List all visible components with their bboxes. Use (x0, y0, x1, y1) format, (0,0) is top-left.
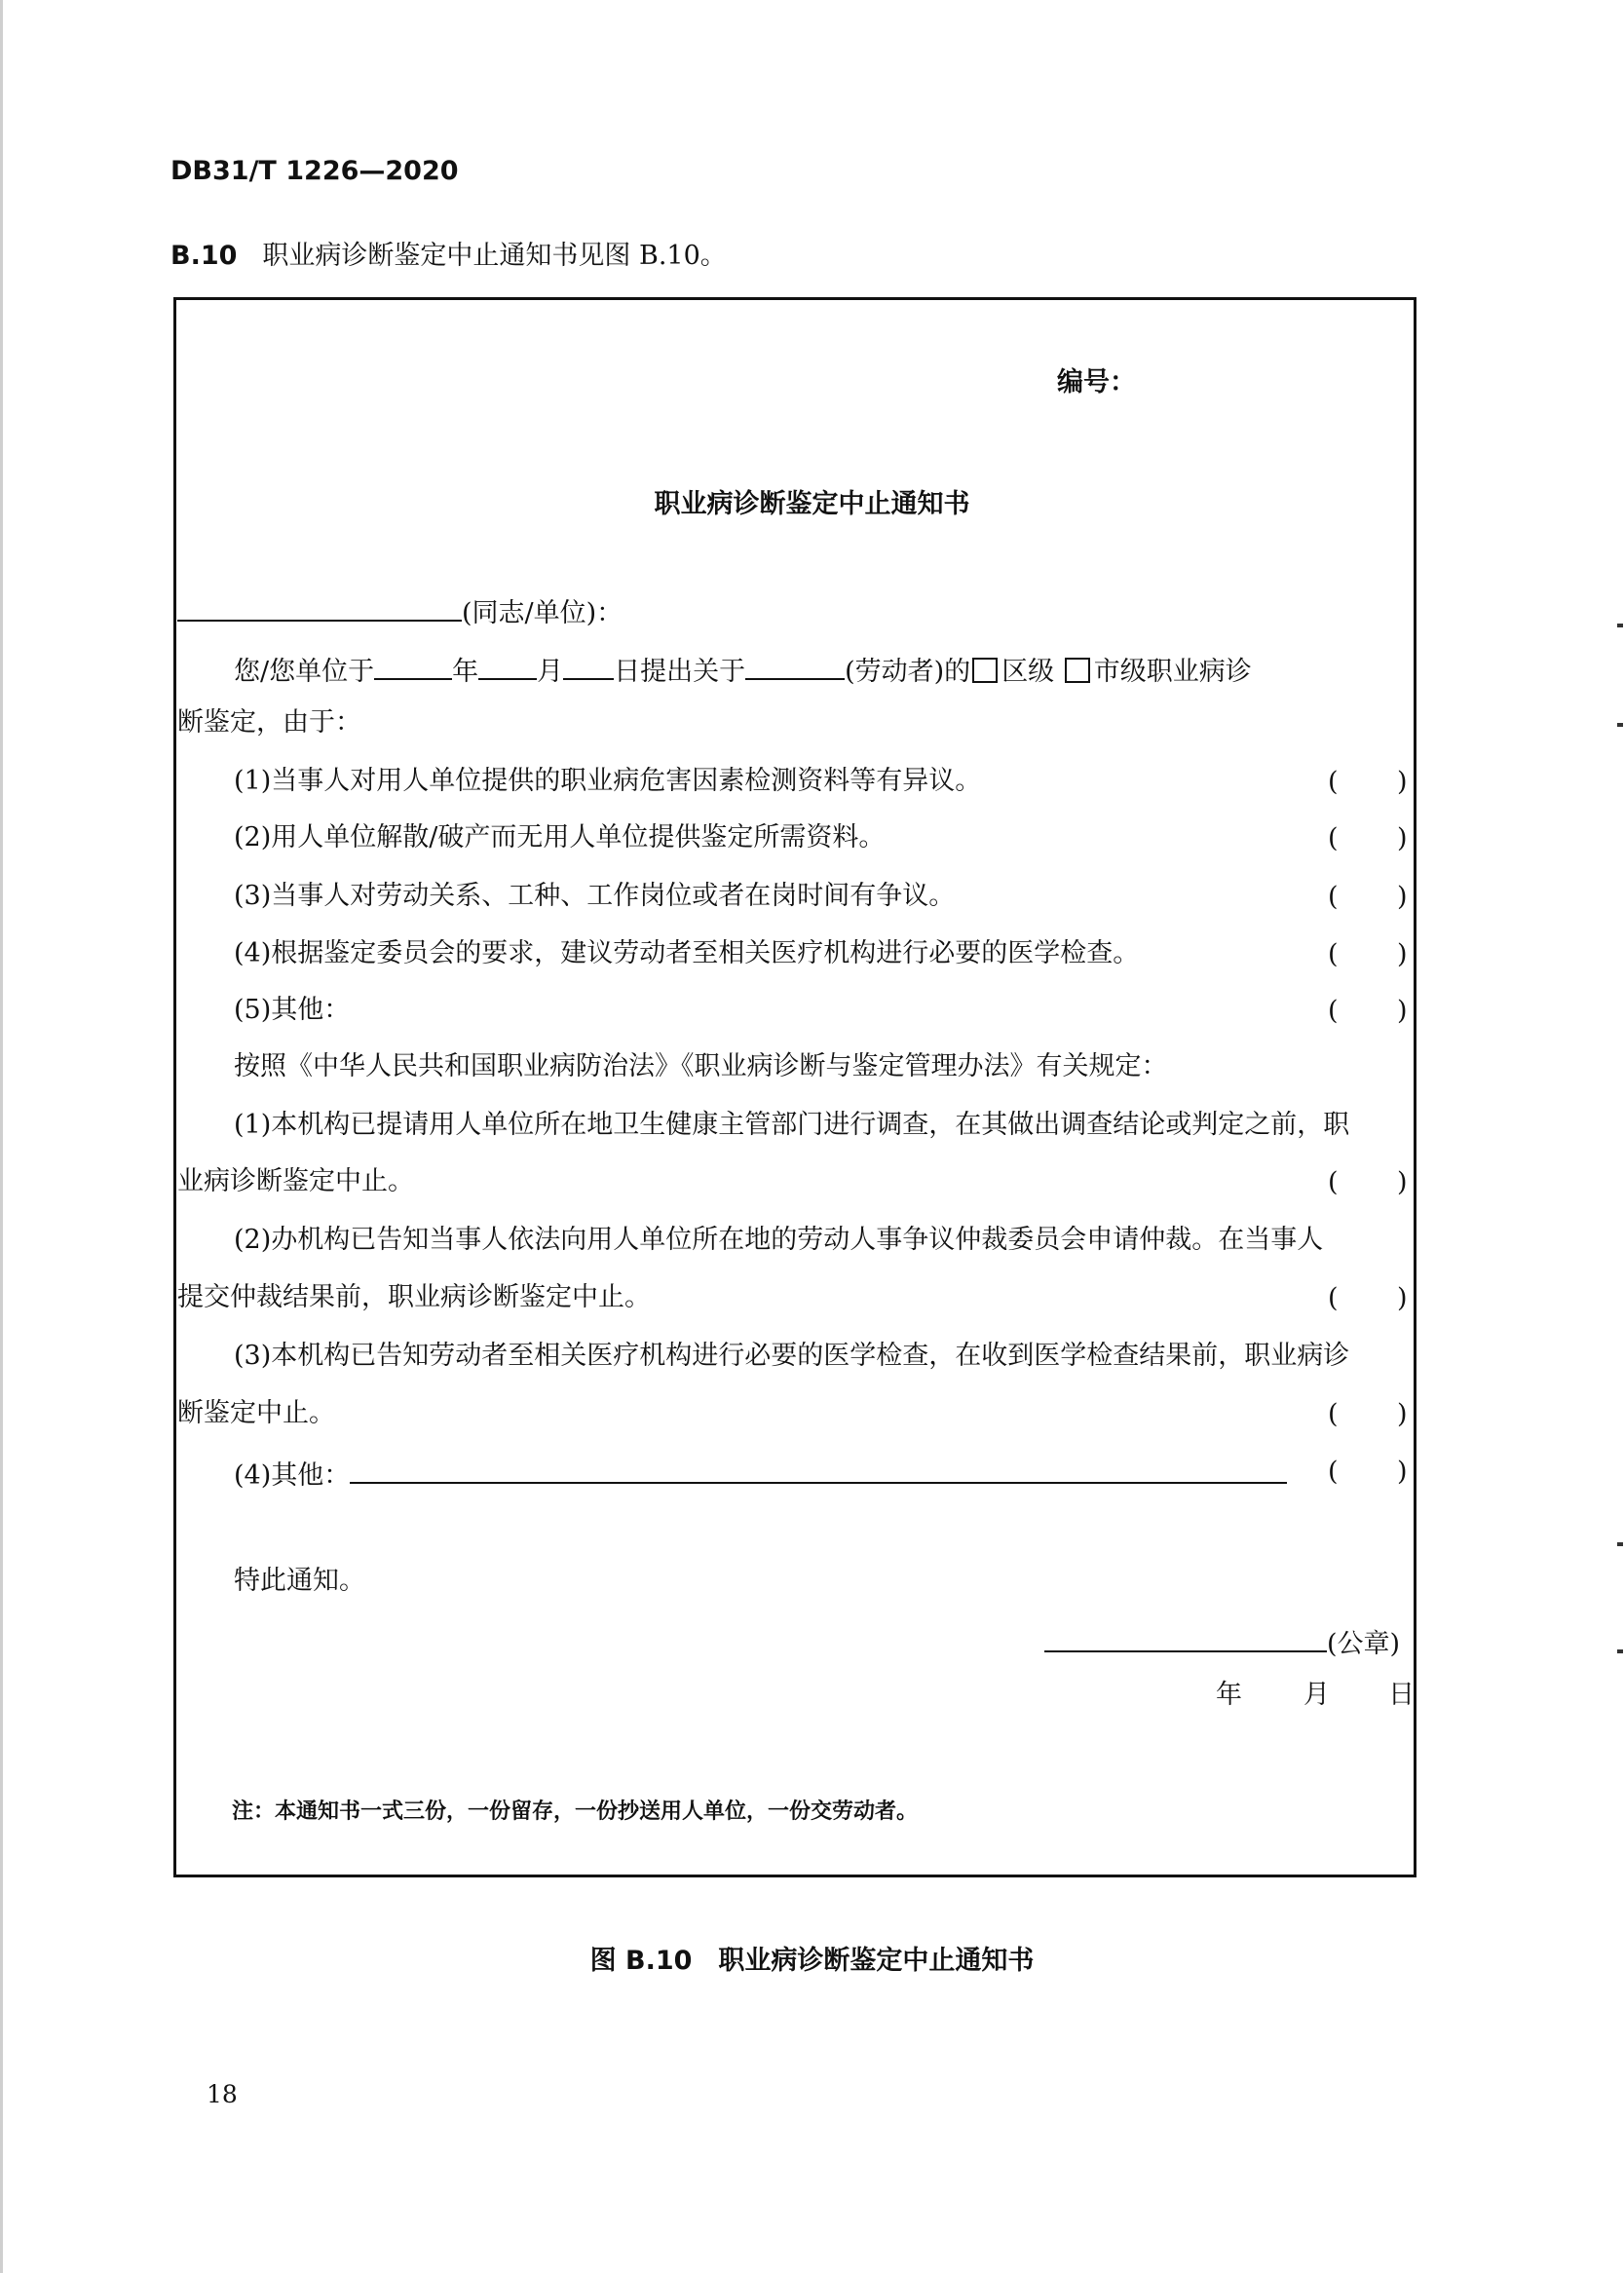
figure-caption: 图 B.10 职业病诊断鉴定中止通知书 (589, 1946, 1035, 1976)
clause-number: B.10 (170, 241, 238, 271)
measure-1-paren-open: ( (1328, 1167, 1339, 1197)
closing-text: 特此通知。 (234, 1566, 365, 1596)
reason-5: (5)其他： (234, 995, 351, 1025)
scan-edge (0, 0, 3, 2273)
form-note: 注：本通知书一式三份，一份留存，一份抄送用人单位，一份交劳动者。 (232, 1799, 919, 1824)
measure-2-paren-close: ) (1397, 1283, 1408, 1313)
measure-3-paren-close: ) (1397, 1399, 1408, 1429)
month-blank[interactable] (478, 653, 537, 680)
reason-3-paren-open: ( (1328, 882, 1339, 912)
scan-mark (1617, 723, 1623, 727)
district-level-checkbox[interactable] (972, 658, 998, 683)
seal-blank[interactable] (1044, 1625, 1327, 1652)
measure-4-paren-close: ) (1397, 1457, 1408, 1487)
day-label: 日提出关于 (614, 657, 746, 687)
form-title: 职业病诊断鉴定中止通知书 (654, 489, 970, 519)
addressee-line (177, 594, 623, 628)
intro-line-1 (234, 653, 1252, 687)
measure-3-line-2: 断鉴定中止。 (177, 1398, 335, 1428)
date-day: 日 (1388, 1680, 1415, 1710)
worker-blank[interactable] (745, 653, 845, 680)
city-level-label: 市级职业病诊 (1093, 657, 1252, 687)
reason-1-paren-open: ( (1328, 767, 1339, 797)
reason-4-paren-open: ( (1328, 939, 1339, 969)
reason-4: (4)根据鉴定委员会的要求，建议劳动者至相关医疗机构进行必要的医学检查。 (234, 938, 1140, 968)
measure-1-paren-close: ) (1397, 1167, 1408, 1197)
standard-code: DB31/T 1226—2020 (170, 156, 459, 186)
intro-line-2: 断鉴定，由于： (177, 707, 361, 738)
day-blank[interactable] (563, 653, 614, 680)
reason-3: (3)当事人对劳动关系、工种、工作岗位或者在岗时间有争议。 (234, 881, 956, 911)
reason-5-paren-open: ( (1328, 996, 1339, 1026)
reason-1-paren-close: ) (1397, 767, 1408, 797)
seal-label: (公章) (1327, 1629, 1401, 1659)
year-label: 年 (452, 657, 479, 687)
scan-mark (1617, 1542, 1623, 1546)
reason-4-paren-close: ) (1397, 939, 1408, 969)
reason-2: (2)用人单位解散/破产而无用人单位提供鉴定所需资料。 (234, 822, 886, 852)
reason-2-paren-close: ) (1397, 823, 1408, 853)
worker-label: (劳动者)的 (845, 657, 971, 687)
clause-text: 职业病诊断鉴定中止通知书见图 B.10。 (262, 241, 727, 271)
measure-4-blank[interactable] (350, 1457, 1287, 1484)
measure-2-line-1: (2)办机构已告知当事人依法向用人单位所在地的劳动人事争议仲裁委员会申请仲裁。在当事人 (234, 1225, 1324, 1255)
measure-1-line-2: 业病诊断鉴定中止。 (177, 1166, 414, 1196)
intro-text: 您/您单位于 (234, 657, 375, 687)
scan-mark (1617, 1649, 1623, 1653)
measure-1-line-1: (1)本机构已提请用人单位所在地卫生健康主管部门进行调查，在其做出调查结论或判定之前，职 (234, 1110, 1350, 1140)
measure-2-line-2: 提交仲裁结果前，职业病诊断鉴定中止。 (177, 1282, 651, 1312)
date-month: 月 (1303, 1680, 1330, 1710)
measure-4-paren-open: ( (1328, 1457, 1339, 1487)
date-year: 年 (1216, 1680, 1242, 1710)
measure-2-paren-open: ( (1328, 1283, 1339, 1313)
district-level-label: 区级 (1001, 657, 1055, 687)
seal-line (1044, 1625, 1400, 1659)
reason-5-paren-close: ) (1397, 996, 1408, 1026)
form-number-label: 编号： (1057, 367, 1136, 398)
month-label: 月 (537, 657, 564, 687)
measure-4-label: (4)其他： (234, 1460, 351, 1491)
city-level-checkbox[interactable] (1065, 658, 1090, 683)
year-blank[interactable] (374, 653, 452, 680)
addressee-blank[interactable] (177, 594, 462, 622)
reason-3-paren-close: ) (1397, 882, 1408, 912)
reason-1: (1)当事人对用人单位提供的职业病危害因素检测资料等有异议。 (234, 766, 982, 796)
clause-line (170, 234, 727, 272)
reason-2-paren-open: ( (1328, 823, 1339, 853)
measure-3-paren-open: ( (1328, 1399, 1339, 1429)
page-number: 18 (207, 2080, 238, 2108)
scan-mark (1617, 624, 1623, 627)
legal-basis: 按照《中华人民共和国职业病防治法》《职业病诊断与鉴定管理办法》有关规定： (234, 1051, 1168, 1081)
measure-3-line-1: (3)本机构已告知劳动者至相关医疗机构进行必要的医学检查，在收到医学检查结果前，职业病诊 (234, 1341, 1350, 1371)
addressee-suffix: (同志/单位)： (462, 598, 623, 628)
measure-4-line (234, 1457, 1287, 1491)
